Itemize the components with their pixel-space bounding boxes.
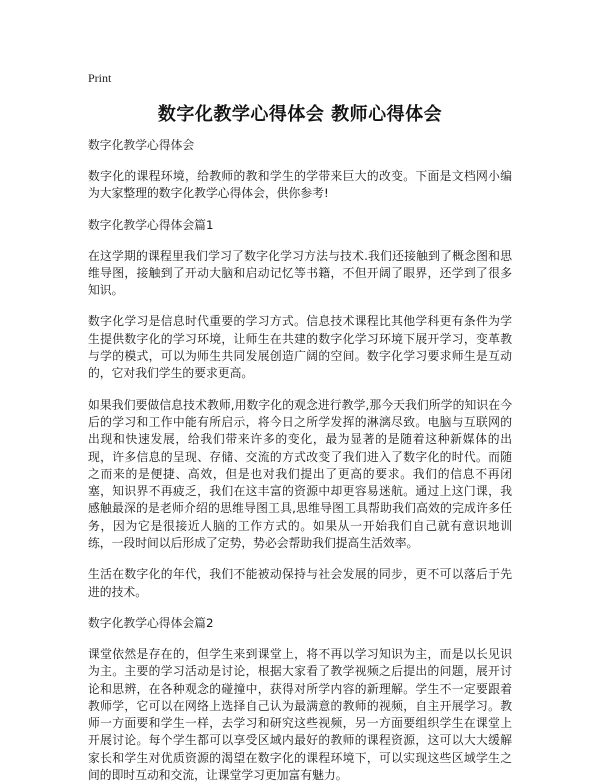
- section-1-paragraph-4: 生活在数字化的年代，我们不能被动保持与社会发展的同步，更不可以落后于先进的技术。: [88, 567, 512, 599]
- section-1-heading: 数字化教学心得体会篇1: [88, 217, 214, 232]
- section-2-paragraph-1: 课堂依然是存在的，但学生来到课堂上，将不再以学习知识为主，而是以长见识为主。主要的学习活动是讨论，根据大家看了教学视频之后提出的问题，展开讨论和思辨，在各种观念的碰撞中，获得对所学内容的新理解。学生不一定要跟着教师学，它可以在网络上选择自己认为最满意的教师的视频，自主开展学习。教师一方面要和学生一样，去学习和研究这些视频，另一方面要组织学生在课堂上开展讨论。每个学生都可以享受区域内最好的教师的课程资源，这可以大大缓解家长和学生对优质资源的渴望在数字化的课程环境下，可以实现这些区域学生之间的即时互动和交流，让课堂学习更加富有魅力。: [88, 646, 512, 783]
- section-2-heading: 数字化教学心得体会篇2: [88, 615, 214, 630]
- document-subtitle: 数字化教学心得体会: [88, 138, 195, 152]
- intro-paragraph: 数字化的课程环境，给教师的教和学生的学带来巨大的改变。下面是文档网小编为大家整理的数字化教学心得体会，供你参考!: [88, 169, 512, 201]
- section-1-paragraph-1: 在这学期的课程里我们学习了数字化学习方法与技术.我们还接触到了概念图和思维导图，接触到了开动大脑和启动记忆等书籍，不但开阔了眼界，还学到了很多知识。: [88, 248, 512, 298]
- section-1-paragraph-2: 数字化学习是信息时代重要的学习方式。信息技术课程比其他学科更有条件为学生提供数字化的学习环境，让师生在共建的数字化学习环境下展开学习，变革教与学的模式，可以为师生共同发展创造广阔的空间。数字化学习要求师生是互动的，它对我们学生的要求更高。: [88, 314, 512, 381]
- section-1-paragraph-3: 如果我们要做信息技术教师,用数字化的观念进行教学,那今天我们所学的知识在今后的学习和工作中能有所启示，将今日之所学发挥的淋漓尽致。电脑与互联网的出现和快速发展，给我们带来许多的变化，最为显著的是随着这种新媒体的出现，许多信息的呈现、存储、交流的方式改变了我们进入了数字化的时代。而随之而来的是便捷、高效，但是也对我们提出了更高的要求。我们的信息不再闭塞，知识界不再疲乏，我们在这丰富的资源中却更容易迷航。通过上这门课，我感触最深的是老师介绍的思维导图工具,思维导图工具帮助我们高效的完成许多任务，因为它是很接近人脑的工作方式的。如果从一开始我们自己就有意识地训练，一段时间以后形成了定势，势必会帮助我们提高生活效率。: [88, 397, 512, 551]
- print-link[interactable]: Print: [88, 71, 112, 85]
- document-title: 数字化教学心得体会 教师心得体会: [157, 104, 443, 125]
